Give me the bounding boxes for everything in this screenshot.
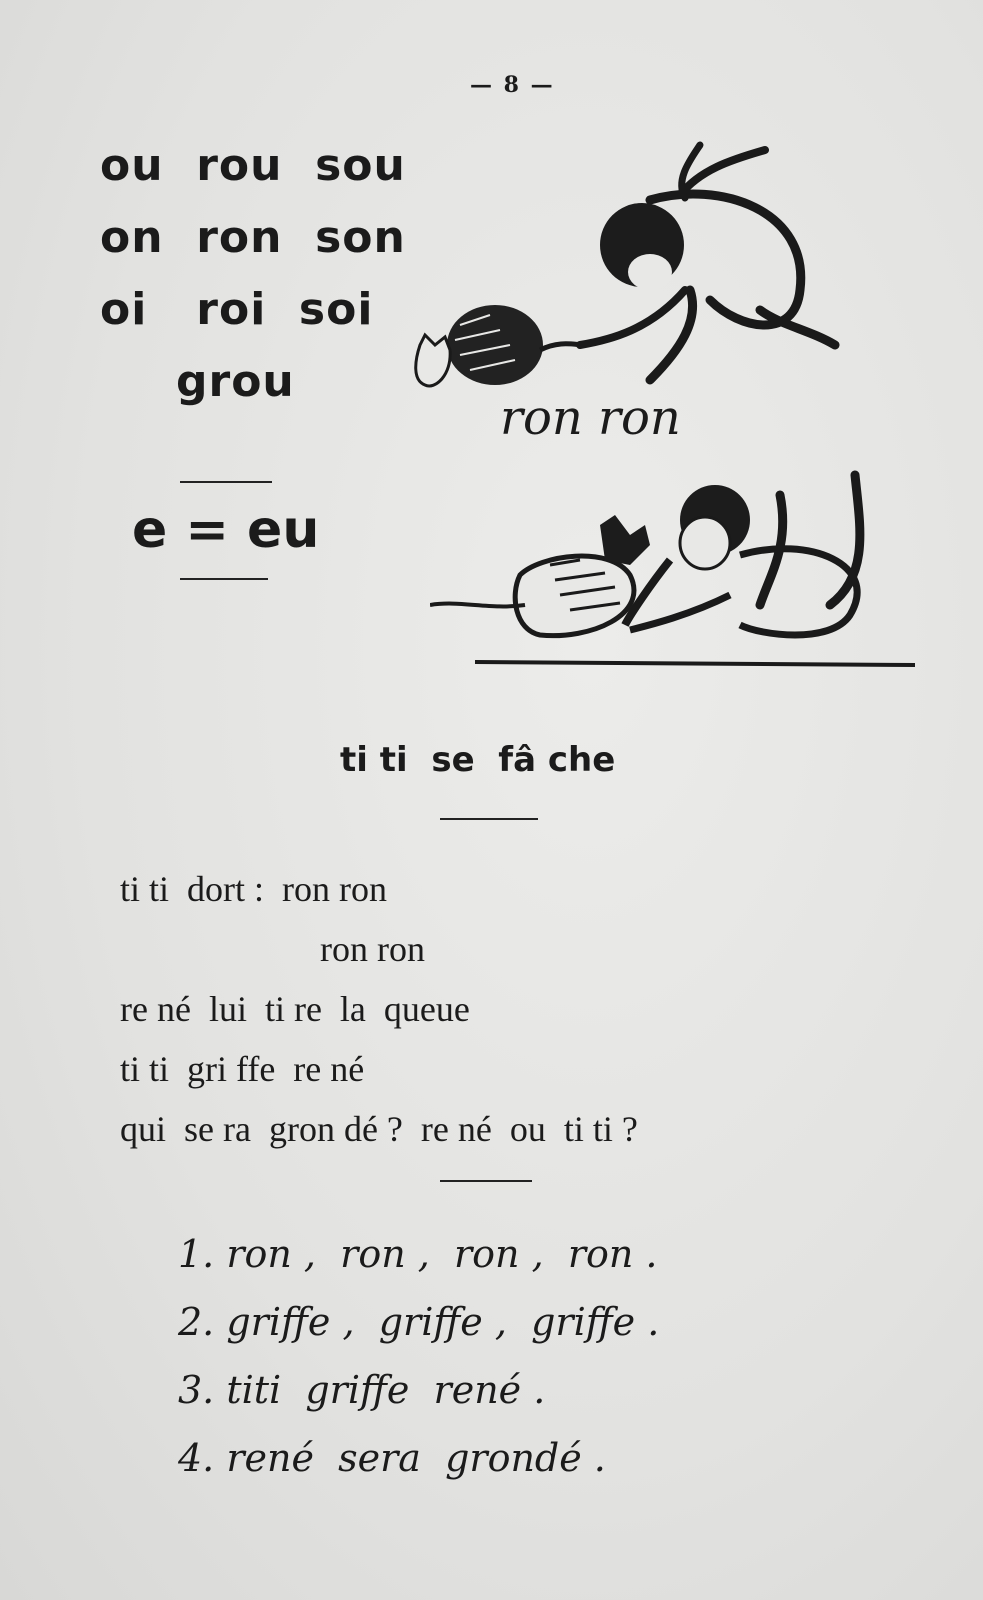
syllable-row-oi: oi roi soi <box>100 284 374 335</box>
title-underline <box>440 818 538 820</box>
syllable-row-grou: grou <box>176 356 295 407</box>
story-line-3: re né lui ti re la queue <box>120 989 470 1029</box>
illustration-caption: ron ron <box>500 390 681 446</box>
syllable-row-ou: ou rou sou <box>100 140 406 191</box>
exercise-1: 1. ron , ron , ron , ron . <box>178 1232 658 1276</box>
exercise-2: 2. griffe , griffe , griffe . <box>178 1300 660 1344</box>
divider-top <box>180 481 272 483</box>
page-number: — 8 — <box>470 72 555 98</box>
divider-bottom <box>180 578 268 580</box>
story-line-4: ti ti gri ffe re né <box>120 1049 365 1089</box>
story-divider <box>440 1180 532 1182</box>
child-and-cat-illustration-bottom <box>430 465 915 670</box>
exercise-3: 3. titi griffe rené . <box>178 1368 546 1412</box>
syllable-row-on: on ron son <box>100 212 406 263</box>
equation-e-eu: e = eu <box>132 500 320 560</box>
exercise-4: 4. rené sera grondé . <box>178 1436 606 1480</box>
story-title: ti ti se fâ che <box>340 740 616 780</box>
child-and-cat-illustration-top <box>400 140 850 420</box>
story-line-5: qui se ra gron dé ? re né ou ti ti ? <box>120 1109 638 1149</box>
story-line-1: ti ti dort : ron ron <box>120 869 387 909</box>
story-line-2: ron ron <box>320 929 425 969</box>
